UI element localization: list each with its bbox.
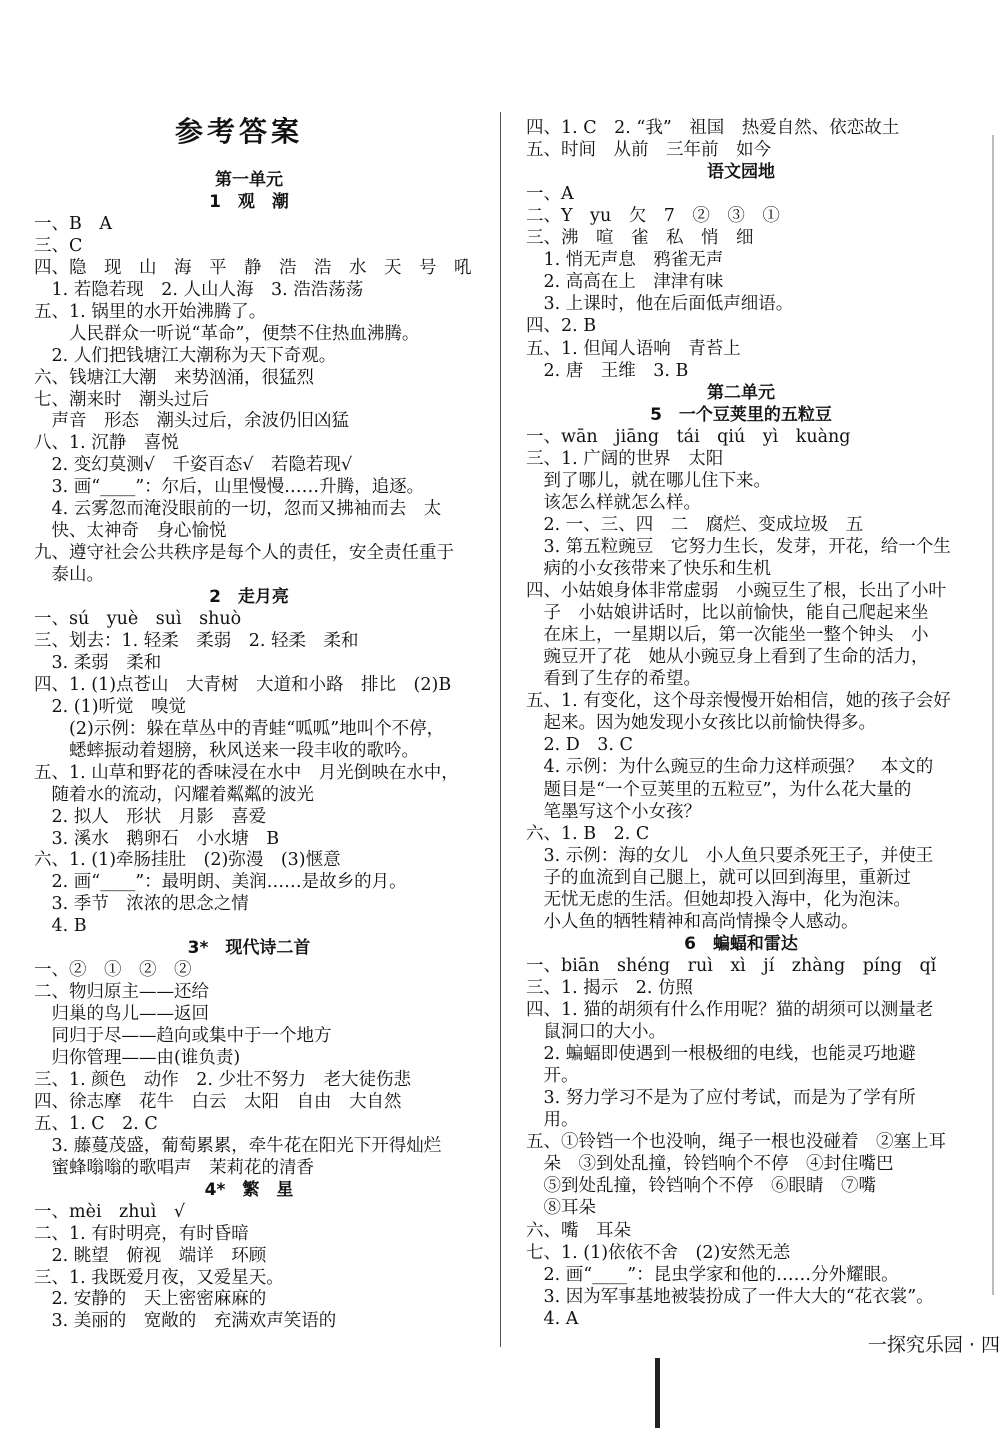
answer-line: 四、小姑娘身体非常虚弱 小豌豆生了根，长出了小叶 [526, 581, 946, 602]
answer-line: 三、1. 揭示 2. 仿照 [526, 977, 694, 998]
section-heading: 4* 繁 星 [204, 1179, 294, 1200]
answer-line: 四、隐 现 山 海 平 静 浩 浩 水 天 号 吼 [34, 257, 472, 278]
answer-line: 开。 [526, 1066, 579, 1087]
answer-line: 小人鱼的牺牲精神和高尚情操令人感动。 [526, 911, 859, 932]
answer-line: 三、划去：1. 轻柔 柔弱 2. 轻柔 柔和 [34, 630, 359, 651]
answer-line: 六、1. B 2. C [526, 823, 650, 844]
left-column [34, 0, 484, 1440]
answer-line: 3. 溪水 鹅卵石 小水塘 B [34, 828, 280, 849]
section-heading: 2 走月亮 [209, 587, 289, 608]
answer-line: 五、时间 从前 三年前 如今 [526, 140, 771, 161]
answer-line: 2. 蝙蝠即使遇到一根极细的电线，也能灵巧地避 [526, 1044, 916, 1065]
answer-line: 五、1. C 2. C [34, 1113, 158, 1134]
answer-line: 题目是“一个豆荚里的五粒豆”，为什么花大量的 [526, 779, 912, 800]
answer-line: 二、物归原主——还给 [34, 982, 209, 1003]
answer-line: 2. 拟人 形状 月影 喜爱 [34, 806, 267, 827]
answer-line: 2. 安静的 天上密密麻麻的 [34, 1289, 267, 1310]
answer-line: 鼠洞口的大小。 [526, 1022, 666, 1043]
answer-line: 笔墨写这个小女孩？ [526, 801, 701, 822]
answer-line: ⑤到处乱撞，铃铛响个不停 ⑥眼睛 ⑦嘴 [526, 1176, 876, 1197]
answer-line: 2. 画“____”：最明朗、美润……是故乡的月。 [34, 872, 407, 893]
answer-line: 豌豆开了花 她从小豌豆身上看到了生命的活力， [526, 647, 929, 668]
answer-line: 五、①铃铛一个也没响，绳子一根也没碰着 ②塞上耳 [526, 1132, 946, 1153]
answer-line: 六、钱塘江大潮 来势汹涌，很猛烈 [34, 367, 314, 388]
section-heading: 第二单元 [707, 382, 775, 403]
answer-line: 4. A [526, 1308, 579, 1329]
answer-line: 2. 一、三、四 二 腐烂、变成垃圾 五 [526, 514, 864, 535]
footer-label: 一探究乐园 · 四 [867, 1334, 1000, 1356]
answer-line: 四、1. 猫的胡须有什么作用呢？猫的胡须可以测量老 [526, 1000, 934, 1020]
answer-line: 3. 第五粒豌豆 它努力生长，发芽，开花，给一个生 [526, 536, 951, 557]
answer-line: 二、Y yu 欠 7 ② ③ ① [526, 206, 780, 227]
answer-line: 3. 季节 浓浓的思念之情 [34, 894, 249, 915]
section-heading: 1 观 潮 [209, 191, 289, 212]
answer-line: 3. 柔弱 柔和 [34, 652, 162, 673]
section-heading: 第一单元 [215, 170, 283, 190]
answer-line: 二、1. 有时明亮，有时昏暗 [34, 1223, 249, 1244]
right-column [526, 0, 976, 1440]
answer-line: 三、1. 颜色 动作 2. 少壮不努力 老大徒伤悲 [34, 1069, 412, 1090]
answer-line: 同归于尽——趋向或集中于一个地方 [34, 1026, 332, 1047]
answer-line: 四、1. (1)点苍山 大青树 大道和小路 排比 (2)B [34, 674, 452, 695]
answer-line: 七、潮来时 潮头过后 [34, 389, 209, 410]
answer-line: 用。 [526, 1110, 579, 1131]
answer-line: 七、1. (1)依依不舍 (2)安然无恙 [526, 1242, 791, 1263]
answer-line: 泰山。 [34, 565, 104, 586]
answer-line: (2)示例：躲在草丛中的青蛙“呱呱”地叫个不停， [34, 718, 445, 739]
answer-line: 五、1. 山草和野花的香味浸在水中 月光倒映在水中， [34, 762, 459, 783]
answer-line: 一、A [526, 184, 574, 205]
answer-line: 3. 上课时，他在后面低声细语。 [526, 294, 794, 315]
answer-line: 2. (1)听觉 嗅觉 [34, 696, 187, 717]
answer-line: 随着水的流动，闪耀着粼粼的波光 [34, 784, 314, 805]
answer-line: 1. 悄无声息 鸦雀无声 [526, 250, 724, 271]
answer-line: 2. 画“____”：昆虫学家和他的……分外耀眼。 [526, 1264, 899, 1285]
answer-line: 声音 形态 潮头过后，余波仍旧凶猛 [34, 411, 349, 432]
answer-line: 病的小女孩带来了快乐和生机 [526, 559, 771, 579]
binding-mark [655, 1358, 660, 1428]
answer-line: 六、1. (1)牵肠挂肚 (2)弥漫 (3)惬意 [34, 850, 341, 871]
answer-line: 五、1. 锅里的水开始沸腾了。 [34, 301, 267, 322]
answer-line: 一、biān shéng ruì xì jí zhàng píng qǐ [526, 955, 937, 976]
answer-line: 2. 唐 王维 3. B [526, 360, 689, 381]
answer-line: 3. 美丽的 宽敞的 充满欢声笑语的 [34, 1311, 337, 1332]
section-heading: 语文园地 [707, 162, 775, 183]
section-heading: 6 蝙蝠和雷达 [684, 933, 798, 954]
answer-line: 一、sú yuè suì shuò [34, 609, 242, 629]
answer-line: 起来。因为她发现小女孩比以前愉快得多。 [526, 713, 876, 734]
answer-line: 四、徐志摩 花牛 白云 太阳 自由 大自然 [34, 1091, 402, 1112]
answer-line: 到了哪儿，就在哪儿住下来。 [526, 470, 771, 491]
answer-line: 子 小姑娘讲话时，比以前愉快，能自己爬起来坐 [526, 603, 929, 624]
answer-line: 三、沸 喧 雀 私 悄 细 [526, 228, 754, 249]
answer-line: 2. 变幻莫测√ 千姿百态√ 若隐若现√ [34, 455, 353, 476]
page-edge [992, 135, 994, 1295]
answer-line: 快、太神奇 身心愉悦 [34, 521, 227, 542]
answer-line: ⑧耳朵 [526, 1198, 596, 1219]
section-heading: 5 一个豆荚里的五粒豆 [650, 404, 832, 425]
answer-line: 一、mèi zhuì √ [34, 1201, 186, 1222]
answer-line: 2. 高高在上 津津有味 [526, 272, 724, 293]
answer-line: 3. 因为军事基地被装扮成了一件大大的“花衣裳”。 [526, 1286, 934, 1307]
answer-line: 2. D 3. C [526, 735, 633, 756]
answer-line: 八、1. 沉静 喜悦 [34, 433, 179, 454]
answer-line: 1. 若隐若现 2. 人山人海 3. 浩浩荡荡 [34, 279, 364, 300]
answer-line: 三、1. 我既爱月夜，又爱星天。 [34, 1267, 284, 1288]
section-heading: 3* 现代诗二首 [187, 938, 311, 959]
answer-line: 一、wān jiāng tái qiú yì kuàng [526, 426, 851, 447]
answer-line: 朵 ③到处乱撞，铃铛响个不停 ④封住嘴巴 [526, 1154, 894, 1175]
answer-line: 蟋蟀振动着翅膀，秋风送来一段丰收的歌吟。 [34, 740, 419, 761]
answer-line: 2. 眺望 俯视 端详 环顾 [34, 1245, 267, 1266]
answer-line: 4. 示例：为什么豌豆的生命力这样顽强？ 本文的 [526, 757, 934, 778]
answer-line: 在床上，一星期以后，第一次能坐一整个钟头 小 [526, 625, 929, 646]
answer-line: 蜜蜂嗡嗡的歌唱声 茉莉花的清香 [34, 1157, 314, 1178]
answer-line: 三、C [34, 235, 83, 256]
page-title: 参考答案 [174, 115, 303, 148]
answer-line: 无忧无虑的生活。但她却投入海中，化为泡沫。 [526, 889, 911, 910]
answer-line: 一、② ① ② ② [34, 960, 192, 981]
answer-line: 4. 云雾忽而淹没眼前的一切，忽而又拂袖而去 太 [34, 499, 442, 520]
answer-line: 五、1. 有变化，这个母亲慢慢开始相信，她的孩子会好 [526, 691, 951, 712]
answer-line: 4. B [34, 916, 87, 937]
answer-line: 该怎么样就怎么样。 [526, 492, 701, 513]
answer-line: 3. 努力学习不是为了应付考试，而是为了学有所 [526, 1088, 916, 1109]
answer-line: 四、1. C 2. “我” 祖国 热爱自然、依恋故土 [526, 118, 900, 138]
answer-line: 看到了生存的希望。 [526, 669, 701, 690]
answer-line: 五、1. 但闻人语响 青苔上 [526, 338, 741, 359]
answer-line: 六、嘴 耳朵 [526, 1220, 631, 1241]
answer-line: 一、B A [34, 213, 112, 234]
answer-line: 3. 示例：海的女儿 小人鱼只要杀死王子，并使王 [526, 845, 934, 866]
column-divider [500, 112, 501, 1347]
answer-line: 归巢的鸟儿——返回 [34, 1004, 209, 1025]
answer-line: 3. 画“____”：尔后，山里慢慢……升腾，追逐。 [34, 477, 425, 498]
answer-line: 三、1. 广阔的世界 太阳 [526, 448, 724, 469]
answer-line: 子的血流到自己腿上，就可以回到海里，重新过 [526, 867, 911, 888]
answer-line: 归你管理——由(谁负责) [34, 1048, 241, 1068]
answer-line: 2. 人们把钱塘江大潮称为天下奇观。 [34, 345, 337, 366]
answer-line: 3. 藤蔓茂盛，葡萄累累，牵牛花在阳光下开得灿烂 [34, 1135, 442, 1156]
answer-line: 人民群众一听说“革命”，便禁不住热血沸腾。 [34, 323, 420, 344]
answer-line: 九、遵守社会公共秩序是每个人的责任，安全责任重于 [34, 543, 454, 564]
answer-line: 四、2. B [526, 316, 597, 337]
